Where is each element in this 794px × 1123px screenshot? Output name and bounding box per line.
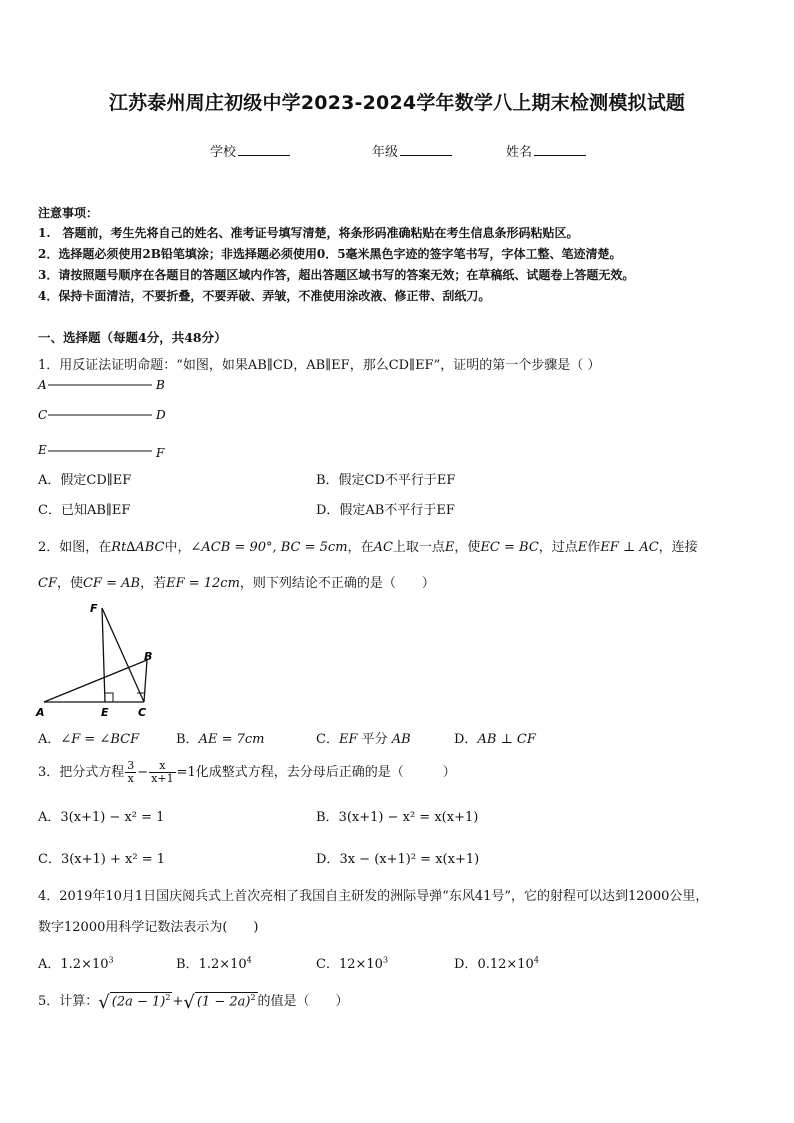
label-A: A (38, 378, 47, 392)
label-C: C (38, 408, 48, 422)
text: 3．把分式方程 (38, 765, 125, 780)
math: CF = AB (82, 576, 141, 591)
exponent: 3 (382, 955, 389, 965)
option-prefix: B． (316, 810, 339, 825)
operator: − (137, 765, 149, 780)
label-F: F (90, 602, 98, 615)
text: =1化成整式方程，去分母后正确的是（ ） (176, 765, 456, 780)
option-prefix: D． (316, 852, 340, 867)
q3-option-b[interactable] (316, 806, 478, 825)
question-1-figure (36, 374, 176, 464)
q1-option-b[interactable]: B．假定CD不平行于EF (316, 473, 456, 488)
radicand (195, 992, 258, 1009)
text: ，使 (454, 540, 481, 555)
q2-option-c[interactable] (316, 728, 411, 747)
q4-option-c[interactable] (316, 953, 388, 972)
text: 作 (587, 540, 601, 555)
option-math: 1.2×10 (198, 957, 247, 972)
label-D: D (156, 408, 166, 422)
name-field[interactable] (506, 141, 586, 160)
option-prefix: B． (176, 732, 199, 747)
option-math: 0.12×10 (477, 957, 534, 972)
label-A: A (36, 706, 45, 719)
option-math: 3x − (x+1)² = x(x+1) (339, 852, 480, 867)
option-prefix: A． (38, 810, 61, 825)
note-item: 1. 答题前，考生先将自己的姓名、准考证号填写清楚，将条形码准确粘贴在考生信息条形码粘贴区。 (38, 226, 579, 240)
label-B: B (156, 378, 165, 392)
question-5-stem (38, 990, 349, 1013)
text: 上取一点 (392, 540, 445, 555)
option-prefix: A． (38, 957, 61, 972)
text: ，使 (56, 576, 83, 591)
numerator: 3 (127, 759, 135, 772)
fraction (125, 760, 136, 785)
label-E: E (38, 443, 47, 457)
text: 5．计算： (38, 994, 99, 1009)
option-math: 3(x+1) + x² = 1 (60, 852, 165, 867)
question-4-stem-line1: 4．2019年10月1日国庆阅兵式上首次亮相了我国自主研发的洲际导弹“东风41号”，它的射程可以达到12000公里， (38, 889, 709, 904)
q4-option-a[interactable] (38, 953, 114, 972)
exponent: 2 (165, 992, 171, 1002)
q2-option-d[interactable] (454, 728, 536, 747)
option-prefix: B． (176, 957, 199, 972)
q4-option-b[interactable] (176, 953, 252, 972)
section-heading: 一、选择题（每题4分，共48分） (38, 330, 227, 345)
label-B: B (144, 650, 153, 663)
question-4-stem-line2: 数字12000用科学记数法表示为( ) (38, 920, 259, 935)
math: CF (38, 576, 57, 591)
label-F: F (156, 446, 165, 460)
q2-option-b[interactable] (176, 728, 264, 747)
math: ∠ACB = 90°, BC = 5cm (190, 540, 348, 555)
label-E: E (101, 706, 109, 719)
math: EF ⊥ AC (600, 540, 659, 555)
label-C: C (138, 706, 147, 719)
math: EC = BC (480, 540, 539, 555)
grade-blank[interactable] (400, 143, 452, 156)
denominator: x+1 (151, 772, 174, 785)
text: 的值是（ ） (257, 994, 349, 1009)
grade-label: 年级 (372, 145, 399, 160)
math: (1 − 2a) (196, 994, 251, 1009)
note-item: 4．保持卡面清洁，不要折叠，不要弄破、弄皱，不准使用涂改液、修正带、刮纸刀。 (38, 289, 491, 303)
option-text: 平分 (357, 732, 392, 747)
exponent: 3 (108, 955, 114, 965)
q1-option-d[interactable]: D．假定AB不平行于EF (316, 503, 455, 518)
text: ，连接 (658, 540, 698, 555)
option-prefix: C． (316, 957, 339, 972)
question-1-stem: 1．用反证法证明命题：“如图，如果AB∥CD，AB∥EF，那么CD∥EF”，证明的第一个步骤是（ ） (38, 358, 601, 373)
text: 中， (164, 540, 191, 555)
numerator: x (149, 760, 175, 773)
school-blank[interactable] (238, 143, 290, 156)
math: Rt∆ABC (111, 540, 165, 555)
math: (2a − 1) (111, 994, 166, 1009)
school-label: 学校 (210, 145, 237, 160)
grade-field[interactable] (372, 141, 452, 160)
option-math: ∠F = ∠BCF (60, 732, 140, 747)
note-item: 3．请按照题号顺序在各题目的答题区域内作答，超出答题区域书写的答案无效；在草稿纸、试题卷上答题无效。 (38, 268, 635, 282)
option-math: 3(x+1) − x² = x(x+1) (338, 810, 479, 825)
q1-option-a[interactable]: A．假定CD∥EF (38, 473, 132, 488)
text: ，若 (140, 576, 167, 591)
sqrt-symbol: √ (98, 992, 110, 1013)
question-2-figure (34, 598, 164, 720)
question-2-stem-line1 (38, 536, 698, 555)
note-item: 2．选择题必须使用2B铅笔填涂；非选择题必须使用0．5毫米黑色字迹的签字笔书写，字体工整、笔迹清楚。 (38, 247, 622, 261)
radicand (110, 992, 173, 1009)
option-prefix: D． (454, 957, 478, 972)
fraction (149, 760, 175, 785)
question-3-stem (38, 760, 456, 785)
q3-option-d[interactable] (316, 848, 479, 867)
notes-heading: 注意事项： (38, 206, 99, 220)
q3-option-a[interactable] (38, 806, 164, 825)
q4-option-d[interactable] (454, 953, 539, 972)
option-math: 3(x+1) − x² = 1 (60, 810, 165, 825)
q2-option-a[interactable] (38, 728, 139, 747)
option-math: AB ⊥ CF (477, 732, 536, 747)
text: 2．如图，在 (38, 540, 112, 555)
option-math: AE = 7cm (198, 732, 265, 747)
page-title: 江苏泰州周庄初级中学2023-2024学年数学八上期末检测模拟试题 (108, 92, 686, 114)
option-math: AB (391, 732, 411, 747)
math: E (444, 540, 455, 555)
sqrt-symbol: √ (183, 992, 195, 1013)
math: EF = 12cm (166, 576, 240, 591)
option-prefix: C． (316, 732, 339, 747)
option-math: EF (338, 732, 358, 747)
exponent: 4 (246, 955, 252, 965)
q1-option-c[interactable]: C．已知AB∥EF (38, 503, 131, 518)
math: AC (373, 540, 393, 555)
question-2-stem-line2 (38, 572, 435, 591)
denominator: x (127, 772, 134, 785)
name-blank[interactable] (534, 143, 586, 156)
q3-option-c[interactable] (38, 848, 165, 867)
exponent: 2 (250, 992, 256, 1002)
operator: + (172, 994, 184, 1009)
exponent: 4 (533, 955, 539, 965)
school-field[interactable] (210, 141, 290, 160)
option-prefix: D． (454, 732, 478, 747)
text: ，则下列结论不正确的是（ ） (239, 576, 435, 591)
name-label: 姓名 (506, 145, 533, 160)
math: E (577, 540, 588, 555)
text: ，在 (347, 540, 374, 555)
option-prefix: A． (38, 732, 61, 747)
option-math: 1.2×10 (60, 957, 109, 972)
text: ，过点 (538, 540, 578, 555)
option-math: 12×10 (338, 957, 383, 972)
option-prefix: C． (38, 852, 61, 867)
